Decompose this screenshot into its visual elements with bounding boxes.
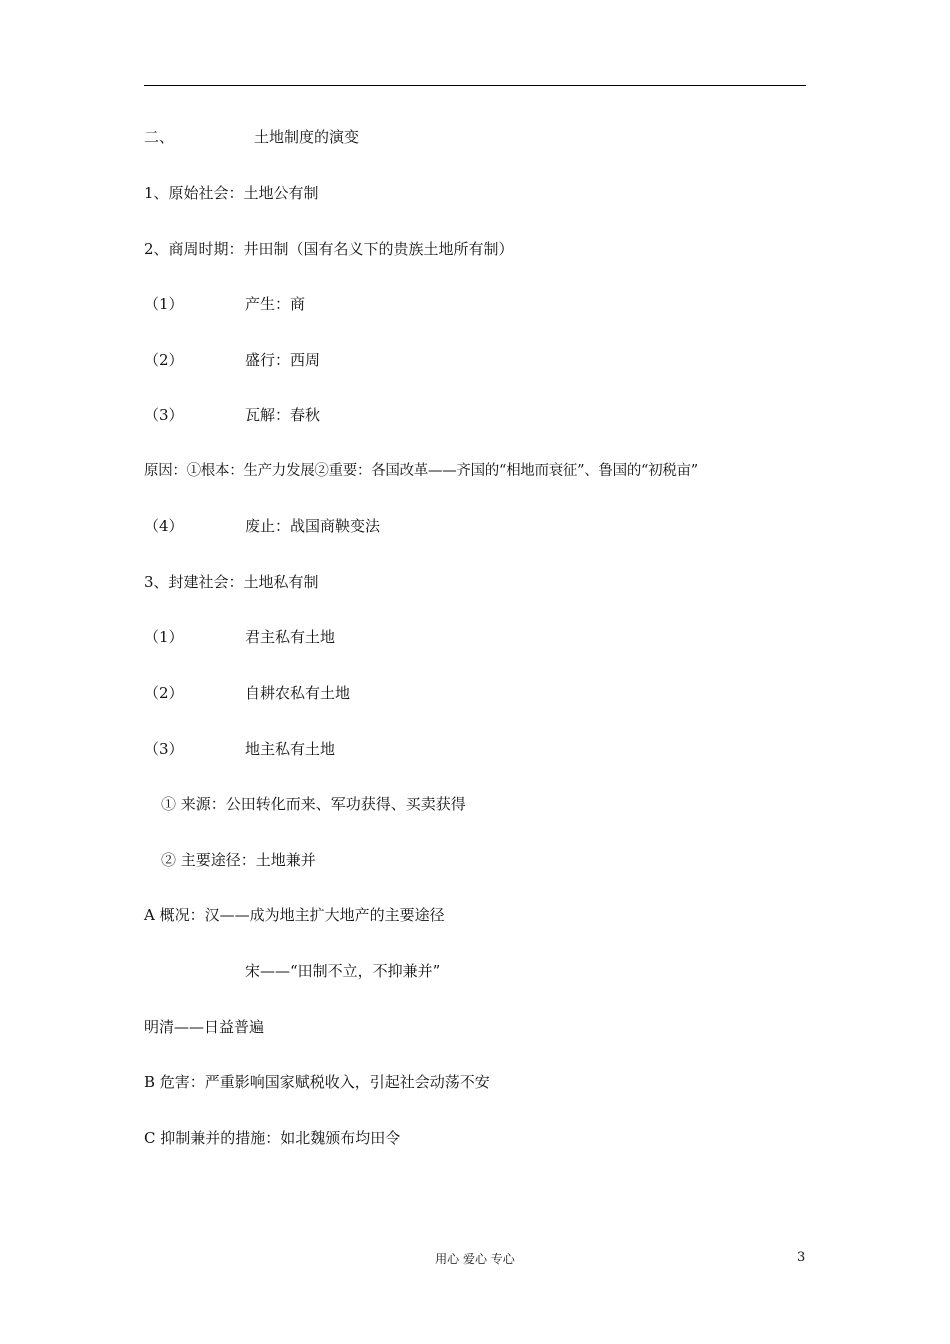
- heading-title: 土地制度的演变: [254, 128, 360, 146]
- list-item-3: [144, 406, 321, 424]
- sub-item-main-way: ② 主要途径：土地兼并: [161, 851, 316, 869]
- list-item-text: 瓦解：春秋: [245, 406, 321, 424]
- list-item-text: 产生：商: [245, 295, 306, 313]
- list-item-6: [144, 684, 351, 702]
- section-heading: [144, 128, 360, 146]
- paragraph-line-overview: A 概况：汉——成为地主扩大地产的主要途径: [144, 906, 445, 924]
- list-item-text: 自耕农私有土地: [245, 684, 351, 702]
- list-item-4: [144, 517, 381, 535]
- sub-item-source: ① 来源：公田转化而来、军功获得、买卖获得: [161, 795, 466, 813]
- paragraph-line-3: 3、封建社会：土地私有制: [144, 573, 319, 591]
- list-item-number: （4）: [144, 517, 184, 535]
- page-number: 3: [797, 1250, 806, 1265]
- list-item-text: 盛行：西周: [245, 351, 321, 369]
- paragraph-line-ming-qing: 明清——日益普遍: [144, 1018, 265, 1036]
- list-item-number: （1）: [144, 628, 184, 646]
- list-item-number: （2）: [144, 351, 184, 369]
- paragraph-line-harm: B 危害：严重影响国家赋税收入，引起社会动荡不安: [144, 1073, 490, 1091]
- heading-number: 二、: [144, 128, 175, 146]
- list-item-7: [144, 740, 336, 758]
- list-item-number: （3）: [144, 406, 184, 424]
- paragraph-line-song: 宋——“田制不立，不抑兼并”: [245, 962, 441, 980]
- paragraph-line-2: 2、商周时期：井田制（国有名义下的贵族土地所有制）: [144, 240, 514, 258]
- list-item-text: 废止：战国商鞅变法: [245, 517, 381, 535]
- list-item-number: （1）: [144, 295, 184, 313]
- list-item-number: （3）: [144, 740, 184, 758]
- list-item-5: [144, 628, 336, 646]
- footer-text: 用心 爱心 专心: [435, 1252, 515, 1266]
- list-item-2: [144, 351, 321, 369]
- list-item-number: （2）: [144, 684, 184, 702]
- list-item-text: 地主私有土地: [245, 740, 336, 758]
- paragraph-line-measures: C 抑制兼并的措施：如北魏颁布均田令: [144, 1129, 401, 1147]
- header-rule: [144, 85, 806, 86]
- paragraph-line-1: 1、原始社会：土地公有制: [144, 184, 319, 202]
- list-item-text: 君主私有土地: [245, 628, 336, 646]
- paragraph-line-reason: 原因：①根本：生产力发展②重要：各国改革——齐国的“相地而衰征”、鲁国的“初税亩”: [144, 463, 698, 479]
- list-item-1: [144, 295, 306, 313]
